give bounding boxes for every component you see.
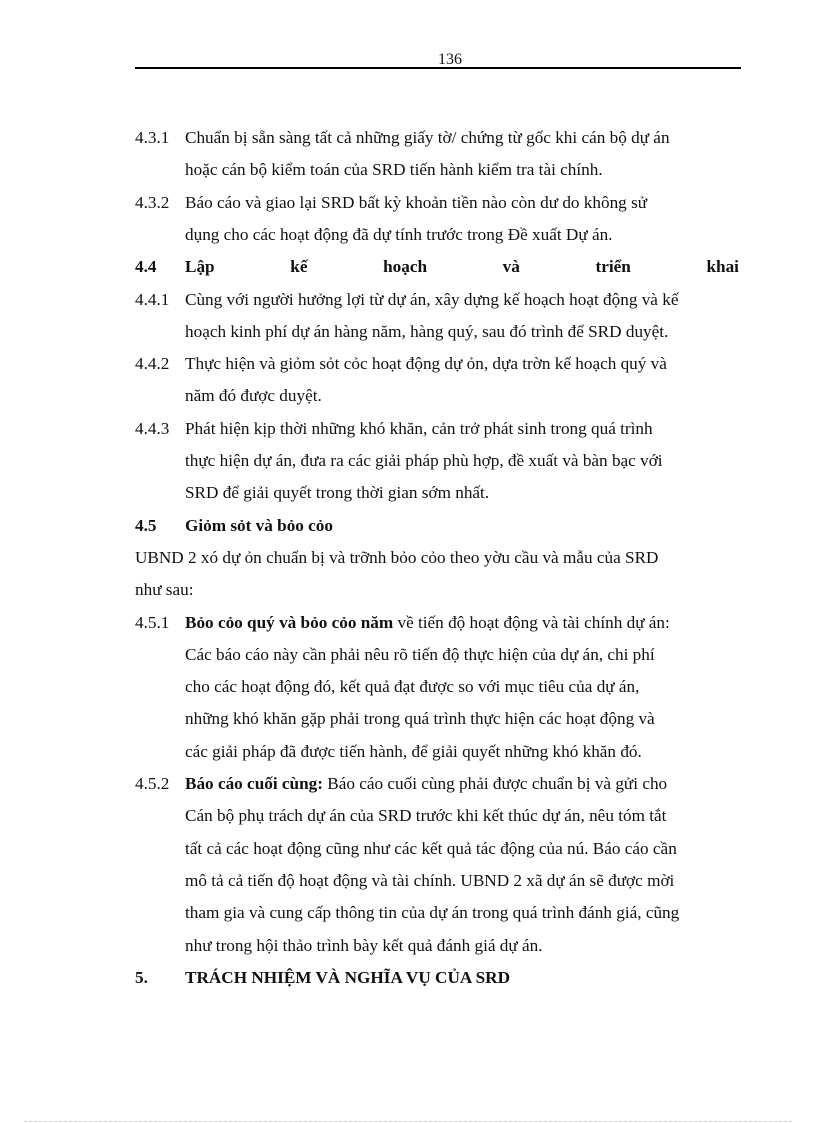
paragraph-text	[185, 193, 647, 213]
line-text: cho các hoạt động đó, kết quả đạt được so với mục tiêu của dự án,	[185, 677, 640, 697]
line-text: như trong hội thảo trình bày kết quả đánh giá dự án.	[185, 935, 543, 955]
line-text: thực hiện dự án, đưa ra các giải pháp phù hợp, đề xuất và bàn bạc với	[185, 451, 663, 470]
section-number: 4.5	[135, 515, 157, 535]
line-text: những khó khăn gặp phải trong quá trình thực hiện các hoạt động và	[185, 709, 655, 729]
line-text: Cùng với người hưởng lợi từ dự án, xây dựng kế hoạch hoạt động và kế	[185, 289, 679, 309]
paragraph-text	[185, 160, 603, 180]
paragraph-text	[185, 322, 668, 342]
bold-lead-in: Báo cáo cuối cùng:	[185, 774, 323, 793]
line-text: Báo cáo cuối cùng phải được chuẩn bị và gửi cho	[322, 774, 668, 793]
line-text: Các báo cáo này cần phải nêu rõ tiến độ thực hiện của dự án, chi phí	[185, 644, 655, 664]
paragraph-text	[185, 613, 670, 633]
paragraph-text	[185, 451, 663, 471]
section-heading	[185, 968, 510, 988]
line-text: Cán bộ phụ trách dự án của SRD trước khi kết thúc dự án, nêu tóm tắt	[185, 806, 667, 826]
line-text: SRD để giải quyết trong thời gian sớm nhất.	[185, 483, 490, 503]
section-number: 4.3.1	[135, 128, 170, 147]
line-text: các giải pháp đã được tiến hành, để giải quyết những khó khăn đó.	[185, 741, 642, 761]
page-number: 136	[438, 51, 462, 68]
paragraph-text	[185, 225, 612, 245]
paragraph-text	[185, 774, 667, 794]
line-text: Thực hiện và giỏm sỏt cỏc hoạt động dự ỏn, dựa trờn kế hoạch quý và	[185, 354, 667, 374]
line-text: Giỏm sỏt và bỏo cỏo	[185, 515, 333, 535]
line-text: tất cả các hoạt động cũng như các kết quả tác động của nú. Báo cáo cần	[185, 838, 677, 858]
line-text: hoạch kinh phí dự án hàng năm, hàng quý, sau đó trình để SRD duyệt.	[185, 321, 669, 341]
paragraph-text	[185, 354, 667, 374]
section-number: 4.4.2	[135, 354, 170, 374]
bold-lead-in: Bỏo cỏo quý và bỏo cỏo năm	[185, 612, 394, 632]
section-number: 4.4.1	[135, 289, 170, 309]
section-heading	[185, 516, 333, 536]
paragraph-text: UBND 2 xó dự ỏn chuẩn bị và trỡnh bỏo cỏo theo yờu cầu và mẫu của SRD	[135, 547, 659, 567]
heading-word: và	[502, 257, 520, 277]
paragraph-text	[185, 290, 678, 310]
section-number: 5.	[135, 967, 148, 987]
line-text: tham gia và cung cấp thông tin của dự án trong quá trình đánh giá, cũng	[185, 903, 680, 923]
line-text: dụng cho các hoạt động đã dự tính trước trong Đề xuất Dự án.	[185, 224, 613, 244]
header-rule	[135, 67, 741, 69]
paragraph-text: như sau:	[135, 580, 194, 600]
line-text: hoặc cán bộ kiểm toán của SRD tiến hành kiểm tra tài chính.	[185, 160, 603, 180]
paragraph-text	[185, 677, 639, 697]
paragraph-text	[185, 936, 543, 956]
section-number: 4.4	[135, 257, 157, 277]
heading-word: hoạch	[383, 257, 428, 277]
paragraph-text	[185, 839, 677, 859]
section-number: 4.3.2	[135, 192, 170, 212]
paragraph-text	[185, 386, 322, 406]
line-text: về tiến độ hoạt động và tài chính dự án:	[393, 612, 670, 632]
section-heading	[185, 257, 739, 277]
line-text: năm đó được duyệt.	[185, 386, 322, 406]
heading-word: triển	[595, 257, 631, 277]
line-text: Báo cáo và giao lại SRD bất kỳ khoản tiền nào còn dư do không sử	[185, 192, 648, 212]
heading-word: kế	[290, 257, 308, 277]
paragraph-text	[185, 742, 642, 762]
line-text: mô tả cả tiến độ hoạt động và tài chính. UBND 2 xã dự án sẽ được mời	[185, 870, 675, 890]
section-number: 4.4.3	[135, 418, 170, 438]
line-text: Chuẩn bị sẵn sàng tất cả những giấy tờ/ chứng từ gốc khi cán bộ dự án	[185, 128, 670, 147]
footer-rule	[24, 1121, 792, 1122]
paragraph-text	[185, 903, 679, 923]
line-text: TRÁCH NHIỆM VÀ NGHĨA VỤ CỦA SRD	[185, 967, 511, 987]
section-number: 4.5.2	[135, 774, 170, 793]
heading-word: khai	[706, 257, 739, 277]
paragraph-text	[185, 709, 655, 729]
paragraph-text	[185, 128, 670, 148]
section-number: 4.5.1	[135, 612, 170, 632]
paragraph-text	[185, 806, 666, 826]
line-text: Phát hiện kịp thời những khó khăn, cản trở phát sinh trong quá trình	[185, 418, 653, 438]
paragraph-text	[185, 645, 655, 665]
paragraph-text	[185, 419, 653, 439]
heading-word: Lập	[185, 257, 215, 277]
paragraph-text	[185, 483, 489, 503]
paragraph-text	[185, 871, 674, 891]
